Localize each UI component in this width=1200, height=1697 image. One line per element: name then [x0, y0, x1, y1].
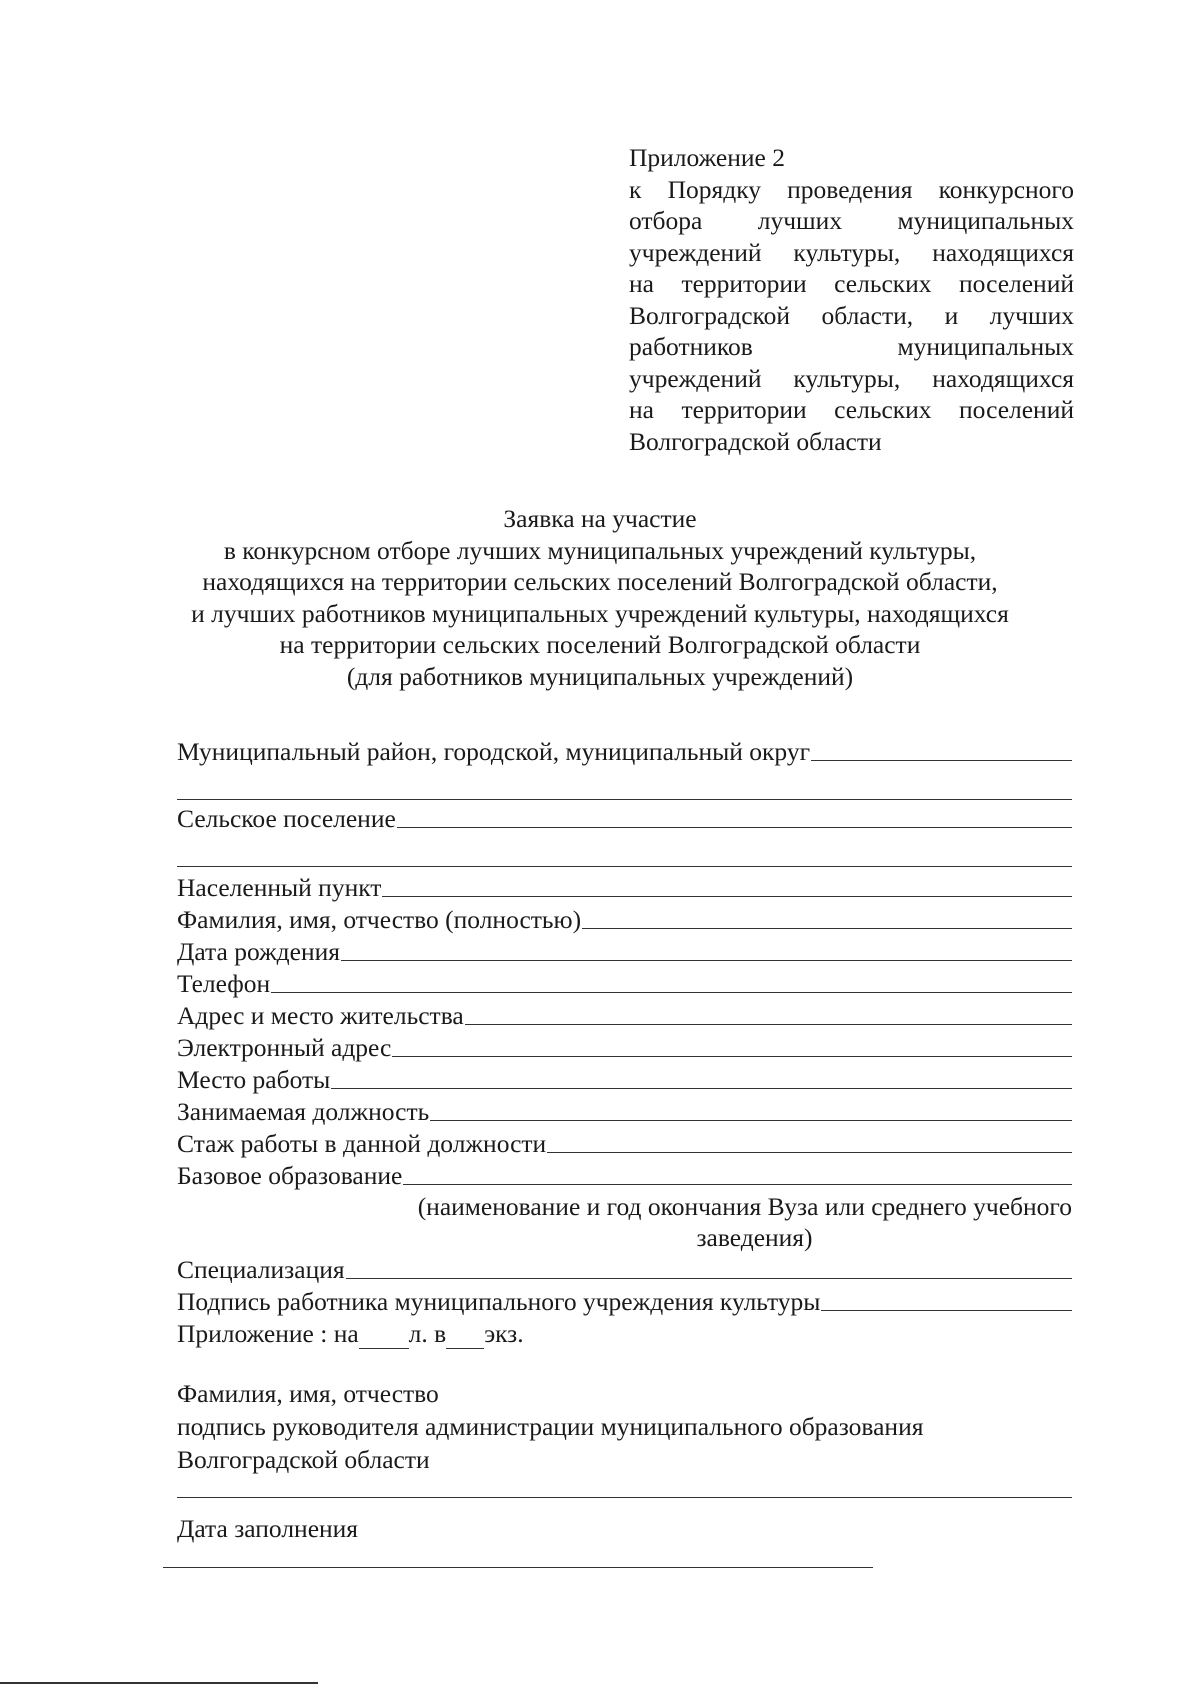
- position-label: Занимаемая должность: [177, 1097, 430, 1126]
- email-line[interactable]: [392, 1056, 1072, 1057]
- employee-signature-label: Подпись работника муниципального учреждения культуры: [177, 1287, 821, 1316]
- specialization-label: Специализация: [177, 1255, 345, 1284]
- application-form: [177, 735, 1072, 1349]
- experience-line[interactable]: [547, 1152, 1072, 1153]
- experience-label: Стаж работы в данной должности: [177, 1129, 547, 1158]
- position-line[interactable]: [430, 1120, 1072, 1121]
- appendix-line: Волгоградской области: [629, 426, 882, 456]
- attachment-pages-line[interactable]: [359, 1348, 409, 1349]
- appendix-line: на территории сельских поселений: [629, 269, 1074, 298]
- district-line[interactable]: [811, 760, 1072, 761]
- head-signature-line[interactable]: [177, 1497, 1072, 1498]
- document-title: [130, 503, 1070, 692]
- attachment-prefix: Приложение : на: [177, 1319, 359, 1348]
- district-line-2[interactable]: [177, 767, 1072, 800]
- settlement-line[interactable]: [397, 827, 1072, 828]
- title-line: на территории сельских поселений Волгоградской области: [279, 630, 921, 659]
- workplace-label: Место работы: [177, 1065, 331, 1094]
- title-line: (для работников муниципальных учреждений): [346, 661, 854, 691]
- education-note-2: заведения): [696, 1223, 813, 1252]
- education-label: Базовое образование: [177, 1161, 403, 1190]
- workplace-line[interactable]: [331, 1088, 1072, 1089]
- phone-line[interactable]: [271, 992, 1072, 993]
- fill-date-label: Дата заполнения: [177, 1514, 359, 1543]
- appendix-line: отбора лучших муниципальных: [629, 206, 1074, 235]
- head-signature-label: подпись руководителя администрации муниципального образования: [177, 1412, 924, 1441]
- workplace-field[interactable]: [177, 1063, 1072, 1095]
- fill-date-line[interactable]: [163, 1567, 873, 1568]
- settlement-line-2[interactable]: [177, 834, 1072, 867]
- birth-date-label: Дата рождения: [177, 937, 340, 966]
- address-line[interactable]: [465, 1024, 1072, 1025]
- specialization-field[interactable]: [177, 1253, 1072, 1285]
- settlement-field[interactable]: [177, 802, 1072, 834]
- appendix-block: [629, 142, 1074, 457]
- address-label: Адрес и место жительства: [177, 1001, 464, 1030]
- locality-field[interactable]: [177, 871, 1072, 903]
- appendix-line: Волгоградской области, и лучших: [629, 300, 1074, 330]
- head-name-label: Фамилия, имя, отчество: [177, 1379, 439, 1408]
- specialization-line[interactable]: [346, 1278, 1072, 1279]
- email-label: Электронный адрес: [177, 1033, 392, 1062]
- attachment-copies-line[interactable]: [446, 1348, 484, 1349]
- locality-line[interactable]: [382, 896, 1072, 897]
- attachment-mid: л. в: [408, 1319, 447, 1348]
- title-line: находящихся на территории сельских поселений Волгоградской области,: [202, 567, 998, 596]
- employee-signature-line[interactable]: [821, 1310, 1072, 1311]
- full-name-field[interactable]: [177, 903, 1072, 935]
- head-signature-block: [177, 1377, 1077, 1476]
- title-line: Заявка на участие: [503, 504, 697, 533]
- district-label: Муниципальный район, городской, муниципальный округ: [177, 737, 811, 766]
- attachment-suffix: экз.: [484, 1319, 524, 1348]
- locality-label: Населенный пункт: [177, 873, 382, 902]
- title-line: в конкурсном отборе лучших муниципальных учреждений культуры,: [223, 535, 977, 565]
- appendix-line: работников муниципальных: [629, 332, 1074, 361]
- attachment-field: [177, 1317, 1072, 1349]
- title-line: и лучших работников муниципальных учреждений культуры, находящихся: [191, 598, 1009, 628]
- education-line[interactable]: [403, 1184, 1072, 1185]
- employee-signature-field[interactable]: [177, 1285, 1072, 1317]
- email-field[interactable]: [177, 1031, 1072, 1063]
- appendix-line: Приложение 2: [629, 143, 785, 172]
- education-note: (наименование и год окончания Вуза или среднего учебного: [417, 1192, 1072, 1221]
- region-label: Волгоградской области: [177, 1445, 430, 1474]
- appendix-line: учреждений культуры, находящихся: [629, 363, 1074, 393]
- education-field[interactable]: [177, 1159, 1072, 1191]
- appendix-line: на территории сельских поселений: [629, 395, 1074, 424]
- settlement-label: Сельское поселение: [177, 804, 396, 833]
- experience-field[interactable]: [177, 1127, 1072, 1159]
- appendix-line: учреждений культуры, находящихся: [629, 237, 1074, 267]
- page-edge-line: [0, 1682, 318, 1684]
- appendix-line: к Порядку проведения конкурсного: [629, 174, 1074, 204]
- position-field[interactable]: [177, 1095, 1072, 1127]
- full-name-line[interactable]: [582, 928, 1072, 929]
- birth-date-line[interactable]: [341, 960, 1072, 961]
- birth-date-field[interactable]: [177, 935, 1072, 967]
- address-field[interactable]: [177, 999, 1072, 1031]
- district-field[interactable]: [177, 735, 1072, 767]
- full-name-label: Фамилия, имя, отчество (полностью): [177, 905, 582, 934]
- phone-label: Телефон: [177, 969, 271, 998]
- phone-field[interactable]: [177, 967, 1072, 999]
